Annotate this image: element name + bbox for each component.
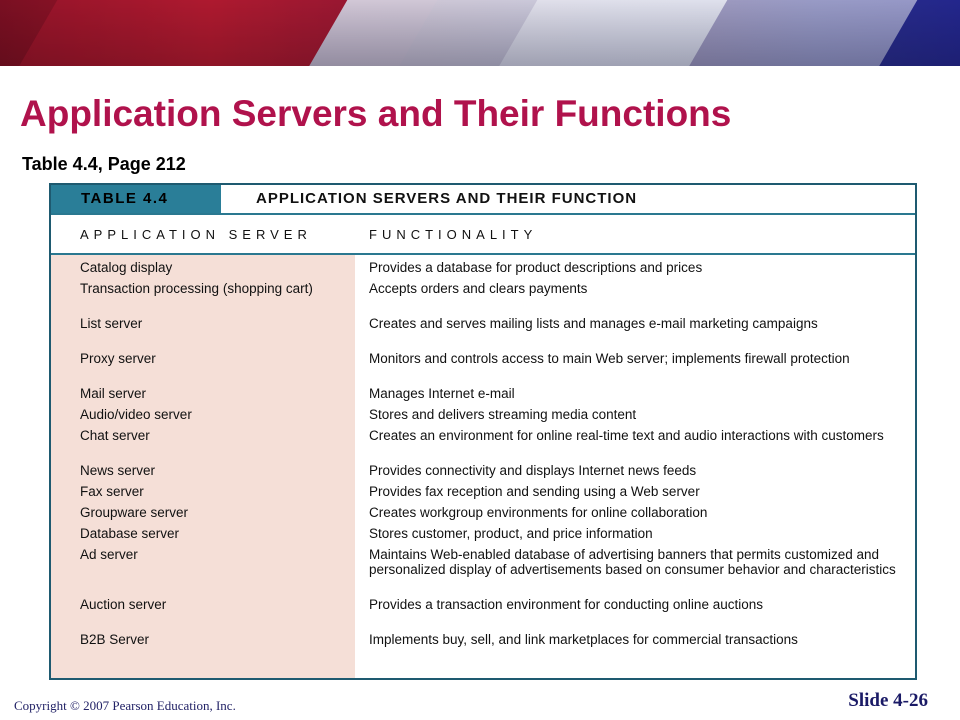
server-name-cell: Fax server	[80, 484, 144, 499]
table-row	[51, 317, 915, 352]
column-header-server: APPLICATION SERVER	[80, 227, 312, 242]
server-name-cell: Audio/video server	[80, 407, 192, 422]
column-header-row	[51, 215, 915, 255]
table-row	[51, 261, 915, 282]
table-row	[51, 506, 915, 527]
table-row	[51, 548, 915, 598]
table-row	[51, 408, 915, 429]
table-figure	[49, 183, 917, 680]
functionality-cell: Accepts orders and clears payments	[369, 281, 588, 296]
server-name-cell: Auction server	[80, 597, 167, 612]
table-row	[51, 485, 915, 506]
banner-shade	[0, 0, 960, 66]
server-name-cell: Chat server	[80, 428, 150, 443]
column-header-function: FUNCTIONALITY	[369, 227, 538, 242]
functionality-cell: Provides a transaction environment for conducting online auctions	[369, 597, 763, 612]
functionality-cell: Maintains Web-enabled database of advertising banners that permits customized and personalized display of advertisements based on consumer behavior and characteristics	[369, 547, 896, 577]
functionality-cell: Monitors and controls access to main Web server; implements firewall protection	[369, 351, 850, 366]
server-name-cell: Database server	[80, 526, 180, 541]
slide-title: Application Servers and Their Functions	[20, 93, 732, 134]
table-body	[51, 261, 915, 668]
functionality-cell: Stores customer, product, and price information	[369, 526, 653, 541]
table-header-bar	[51, 185, 915, 215]
server-name-cell: Groupware server	[80, 505, 189, 520]
server-name-cell: Transaction processing (shopping cart)	[80, 281, 313, 296]
server-name-cell: B2B Server	[80, 632, 150, 647]
table-row	[51, 352, 915, 387]
table-row	[51, 282, 915, 317]
functionality-cell: Creates an environment for online real-time text and audio interactions with customers	[369, 428, 884, 443]
table-row	[51, 598, 915, 633]
server-name-cell: Ad server	[80, 547, 138, 562]
server-name-cell: List server	[80, 316, 143, 331]
functionality-cell: Stores and delivers streaming media content	[369, 407, 637, 422]
table-row	[51, 527, 915, 548]
header-banner	[0, 0, 960, 66]
functionality-cell: Manages Internet e-mail	[369, 386, 515, 401]
functionality-cell: Provides connectivity and displays Internet news feeds	[369, 463, 697, 478]
table-row	[51, 387, 915, 408]
functionality-cell: Provides fax reception and sending using a Web server	[369, 484, 700, 499]
footer-copyright: Copyright © 2007 Pearson Education, Inc.	[14, 698, 236, 713]
slide-subtitle: Table 4.4, Page 212	[22, 154, 186, 174]
table-row	[51, 429, 915, 464]
server-name-cell: News server	[80, 463, 156, 478]
slide-number: Slide 4-26	[848, 690, 928, 711]
functionality-cell: Implements buy, sell, and link marketplaces for commercial transactions	[369, 632, 798, 647]
functionality-cell: Creates and serves mailing lists and manages e-mail marketing campaigns	[369, 316, 818, 331]
table-row	[51, 633, 915, 668]
functionality-cell: Provides a database for product descriptions and prices	[369, 260, 703, 275]
table-number-label: TABLE 4.4	[51, 185, 221, 213]
server-name-cell: Proxy server	[80, 351, 156, 366]
table-row	[51, 464, 915, 485]
table-heading: APPLICATION SERVERS AND THEIR FUNCTION	[256, 190, 638, 207]
functionality-cell: Creates workgroup environments for online collaboration	[369, 505, 708, 520]
server-name-cell: Catalog display	[80, 260, 173, 275]
server-name-cell: Mail server	[80, 386, 147, 401]
